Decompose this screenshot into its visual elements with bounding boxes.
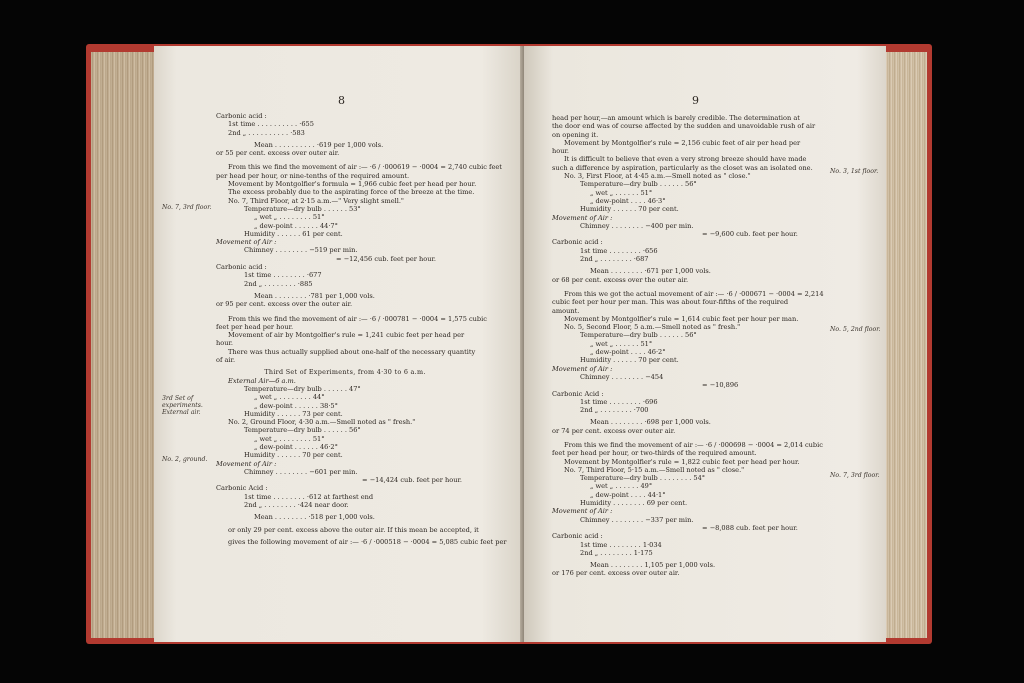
text-line: „ dew-point . . . . 44·1° (590, 490, 666, 499)
text-line: Humidity . . . . . . 70 per cent. (244, 451, 343, 460)
text-line: 1st time . . . . . . . . ·696 (580, 397, 658, 406)
text-line: Chimney . . . . . . . . −454 (580, 372, 664, 381)
open-book (86, 44, 932, 644)
text-line: hour. (552, 147, 569, 156)
text-line: Movement of Air : (216, 459, 277, 468)
text-line: Humidity . . . . . . . . 69 per cent. (580, 499, 688, 508)
left-page (154, 46, 526, 642)
text-line: 1st time . . . . . . . . . . ·655 (228, 120, 314, 129)
text-line: 2nd „ . . . . . . . . 1·175 (580, 548, 653, 557)
text-line: Movement of Air : (552, 507, 613, 516)
page-edges-left (91, 52, 155, 638)
text-line: gives the following movement of air :— ·6 / ·000518 − ·0004 = 5,085 cubic feet per (228, 537, 507, 546)
text-line: From this we find the movement of air :— ·6 / ·000698 − ·0004 = 2,014 cubic (564, 440, 823, 449)
text-line: 2nd „ . . . . . . . . ·700 (580, 406, 649, 415)
text-line: Carbonic Acid : (216, 484, 268, 493)
margin-note: No. 3, 1st floor. (830, 168, 879, 175)
text-line: From this we find the movement of air :— ·6 / ·000619 − ·0004 = 2,740 cubic feet (228, 163, 502, 172)
text-line: Mean . . . . . . . . 1,105 per 1,000 vols. (590, 561, 716, 570)
text-line: Movement by Montgolfier's rule = 2,156 cubic feet of air per head per (564, 138, 801, 147)
text-line: on opening it. (552, 130, 599, 139)
text-line: hour. (216, 339, 233, 348)
text-line: = −8,088 cub. feet per hour. (702, 523, 798, 532)
text-line: No. 7, Third Floor, 5·15 a.m.—Smell noted as " close." (564, 465, 745, 474)
text-line: Temperature—dry bulb . . . . . . 56° (580, 180, 697, 189)
text-line: = −12,456 cub. feet per hour. (336, 254, 437, 263)
text-line: 2nd „ . . . . . . . . ·885 (244, 279, 313, 288)
text-line: Temperature—dry bulb . . . . . . . . 54° (580, 474, 706, 483)
text-line: or 95 per cent. excess over the outer air. (216, 300, 353, 309)
text-line: Temperature—dry bulb . . . . . . 56° (244, 426, 361, 435)
text-line: Chimney . . . . . . . . −601 per min. (244, 467, 358, 476)
margin-note: 3rd Set of experiments. External air. (162, 395, 203, 417)
text-line: No. 5, Second Floor, 5 a.m.—Smell noted as " fresh." (564, 323, 741, 332)
text-line: Movement of air by Montgolfier's rule = 1,241 cubic feet per head per (228, 331, 465, 340)
section-heading: Third Set of Experiments, from 4·30 to 6 a.m. (264, 368, 426, 377)
text-line: Movement of Air : (552, 364, 613, 373)
text-line: Mean . . . . . . . . ·698 per 1,000 vols. (590, 418, 711, 427)
text-line: Movement by Montgolfier's rule = 1,614 cubic feet per hour per man. (564, 314, 799, 323)
text-line: or only 29 per cent. excess above the outer air. If this mean be accepted, it (228, 525, 479, 534)
text-line: 2nd „ . . . . . . . . . . ·583 (228, 128, 305, 137)
text-line: Humidity . . . . . . 70 per cent. (580, 356, 679, 365)
text-line: Carbonic acid : (552, 238, 603, 247)
text-line: Temperature—dry bulb . . . . . . 56° (580, 331, 697, 340)
text-line: 1st time . . . . . . . . ·612 at farthest end (244, 492, 374, 501)
text-line: „ wet „ . . . . . . . . 44° (254, 393, 325, 402)
text-line: such a difference by aspiration, particularly as the closet was an isolated one. (552, 163, 813, 172)
page-number: 8 (338, 94, 345, 107)
text-line: Chimney . . . . . . . . −337 per min. (580, 515, 694, 524)
text-line: or 55 per cent. excess over outer air. (216, 149, 340, 158)
text-line: Mean . . . . . . . . ·518 per 1,000 vols. (254, 513, 375, 522)
text-line: = −10,896 (702, 381, 739, 390)
text-line: Movement of Air : (216, 238, 277, 247)
text-line: or 68 per cent. excess over the outer air. (552, 275, 689, 284)
text-line: „ wet „ . . . . . . 51° (590, 188, 653, 197)
text-line: „ wet „ . . . . . . . . 51° (254, 434, 325, 443)
text-line: 1st time . . . . . . . . ·677 (244, 271, 322, 280)
text-line: feet per head per hour. (216, 322, 294, 331)
page-text (216, 112, 507, 546)
text-line: cubic feet per hour per man. This was about four-fifths of the required (552, 298, 789, 307)
text-line: Movement by Montgolfier's rule = 1,822 cubic feet per head per hour. (564, 457, 800, 466)
text-line: 2nd „ . . . . . . . . ·424 near door. (244, 501, 349, 510)
text-line: 1st time . . . . . . . . 1·034 (580, 540, 662, 549)
text-line: Chimney . . . . . . . . −519 per min. (244, 246, 358, 255)
text-line: No. 3, First Floor, at 4·45 a.m.—Smell noted as " close." (564, 172, 751, 181)
margin-note: No. 2, ground. (162, 456, 208, 463)
text-line: „ wet „ . . . . . . 51° (590, 339, 653, 348)
text-line: Movement by Montgolfier's formula = 1,966 cubic feet per head per hour. (228, 180, 477, 189)
text-line: Carbonic acid : (216, 112, 267, 120)
text-line: Carbonic acid : (216, 263, 267, 272)
text-line: = −14,424 cub. feet per hour. (362, 476, 463, 485)
text-line: Mean . . . . . . . . . . ·619 per 1,000 vols. (254, 140, 384, 149)
text-line: the door end was of course affected by the sudden and unavoidable rush of air (552, 122, 816, 131)
text-line: amount. (552, 306, 580, 315)
text-line: From this we find the movement of air :— ·6 / ·000781 − ·0004 = 1,575 cubic (228, 314, 487, 323)
text-line: Mean . . . . . . . . ·671 per 1,000 vols. (590, 267, 711, 276)
text-line: „ dew-point . . . . . . 46·2° (254, 442, 338, 451)
page-text (552, 114, 822, 578)
text-line: Mean . . . . . . . . ·781 per 1,000 vols. (254, 291, 375, 300)
text-line: 1st time . . . . . . . . ·656 (580, 246, 658, 255)
text-line: Movement of Air : (552, 213, 613, 222)
margin-note: No. 7, 3rd floor. (830, 472, 880, 479)
text-line: head per hour,—an amount which is barely credible. The determination at (552, 114, 800, 122)
text-line: No. 7, Third Floor, at 2·15 a.m.—" Very slight smell." (228, 196, 404, 205)
text-line: There was thus actually supplied about one-half of the necessary quantity (228, 347, 476, 356)
text-line: = −9,600 cub. feet per hour. (702, 230, 798, 239)
text-line: Humidity . . . . . . 61 per cent. (244, 229, 343, 238)
text-line: „ wet „ . . . . . . . . 51° (254, 213, 325, 222)
text-line: Humidity . . . . . . 70 per cent. (580, 205, 679, 214)
text-line: or 176 per cent. excess over outer air. (552, 569, 680, 578)
text-line: Carbonic acid : (552, 532, 603, 541)
margin-note: No. 7, 3rd floor. (162, 204, 212, 211)
text-line: External Air—6 a.m. (228, 376, 296, 385)
text-line: From this we got the actual movement of air :— ·6 / ·000671 − ·0004 = 2,214 (564, 289, 824, 298)
page-number: 9 (692, 94, 699, 107)
text-line: No. 2, Ground Floor, 4·30 a.m.—Smell noted as " fresh." (228, 418, 416, 427)
right-page (524, 46, 886, 642)
text-line: Temperature—dry bulb . . . . . . 53° (244, 204, 361, 213)
text-line: „ dew-point . . . . . . 38·5° (254, 401, 338, 410)
text-line: of air. (216, 356, 236, 365)
margin-note: No. 5, 2nd floor. (830, 326, 881, 333)
text-line: feet per head per hour, or two-thirds of the required amount. (552, 449, 757, 458)
text-line: or 74 per cent. excess over outer air. (552, 426, 676, 435)
text-line: „ dew-point . . . . . . 44·7° (254, 221, 338, 230)
text-line: It is difficult to believe that even a very strong breeze should have made (564, 155, 807, 164)
text-line: „ wet „ . . . . . . 49° (590, 482, 653, 491)
text-line: Carbonic Acid : (552, 389, 604, 398)
text-line: Chimney . . . . . . . . −400 per min. (580, 221, 694, 230)
text-line: Humidity . . . . . . 73 per cent. (244, 409, 343, 418)
page-edges-right (883, 52, 927, 638)
text-line: Temperature—dry bulb . . . . . . 47° (244, 384, 361, 393)
text-line: per head per hour, or nine-tenths of the required amount. (216, 171, 410, 180)
text-line: „ dew-point . . . . 46·3° (590, 196, 666, 205)
text-line: 2nd „ . . . . . . . . ·687 (580, 255, 649, 264)
text-line: The excess probably due to the aspirating force of the breeze at the time. (228, 188, 475, 197)
text-line: „ dew-point . . . . 46·2° (590, 348, 666, 357)
